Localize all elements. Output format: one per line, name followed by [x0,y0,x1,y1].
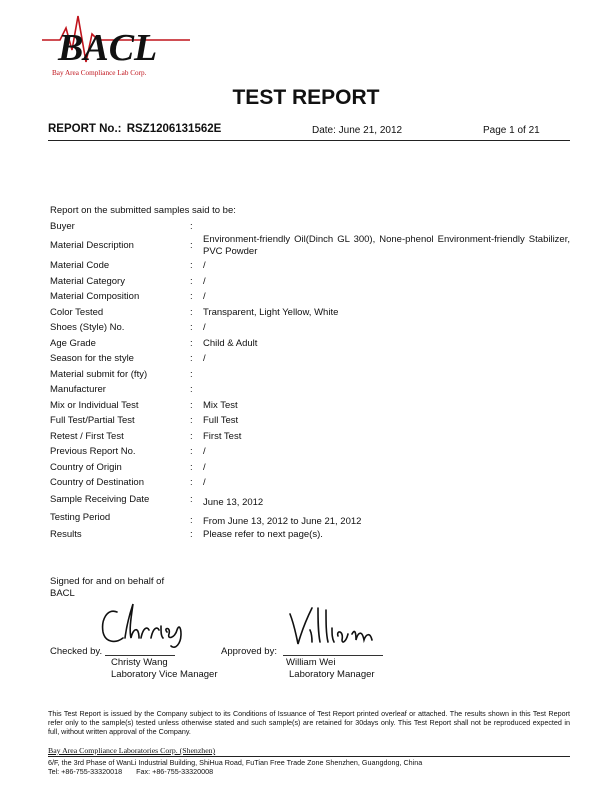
field-label: Manufacturer [50,384,106,395]
approved-signature [280,600,380,650]
field-colon: : [190,515,193,526]
field-colon: : [190,353,193,364]
field-colon: : [190,307,193,318]
field-value: / [203,276,206,287]
field-label: Shoes (Style) No. [50,322,125,333]
field-colon: : [190,415,193,426]
field-label: Material submit for (fty) [50,369,148,380]
field-colon: : [190,384,193,395]
field-colon: : [190,260,193,271]
field-label: Color Tested [50,307,104,318]
field-label: Sample Receiving Date [50,494,150,505]
field-value: / [203,446,206,457]
field-label: Retest / First Test [50,431,124,442]
field-value: Environment-friendly Oil(Dinch GL 300), None-phenol Environment-friendly Stabilizer, PVC Powder [203,234,570,257]
page-number: Page 1 of 21 [483,125,540,136]
field-value: / [203,462,206,473]
report-number [48,123,221,135]
field-colon: : [190,338,193,349]
signed-line-2: BACL [50,587,75,599]
field-label: Full Test/Partial Test [50,415,135,426]
field-value: Mix Test [203,400,238,411]
checked-name: Christy Wang [111,657,168,668]
field-colon: : [190,240,193,251]
field-value: Transparent, Light Yellow, White [203,307,339,318]
field-value: June 13, 2012 [203,497,264,508]
approved-role: Laboratory Manager [289,668,375,680]
footer-address-block [48,758,422,776]
logo-subtitle: Bay Area Compliance Lab Corp. [52,69,147,77]
report-number-label: REPORT No.: [48,123,122,135]
field-colon: : [190,369,193,380]
approved-name: William Wei [286,657,336,668]
field-label: Material Category [50,276,125,287]
approved-by-label: Approved by: [221,646,277,657]
field-value: / [203,322,206,333]
bacl-logo [40,10,190,78]
field-colon: : [190,529,193,540]
field-value: / [203,260,206,271]
field-colon: : [190,446,193,457]
signed-on-behalf [50,576,164,599]
footer-divider [48,756,570,757]
field-label: Previous Report No. [50,446,136,457]
field-label: Testing Period [50,512,111,523]
field-colon: : [190,462,193,473]
header-divider [48,140,570,141]
field-colon: : [190,431,193,442]
field-colon: : [190,291,193,302]
field-colon: : [190,276,193,287]
field-value: Child & Adult [203,338,258,349]
field-colon: : [190,400,193,411]
field-value: Full Test [203,415,239,426]
field-value: From June 13, 2012 to June 21, 2012 [203,516,362,527]
field-label: Buyer [50,221,75,232]
report-date: Date: June 21, 2012 [312,125,403,136]
field-label: Material Description [50,240,134,251]
field-value: Please refer to next page(s). [203,529,323,540]
report-number-value: RSZ1206131562E [126,123,222,135]
field-colon: : [190,322,193,333]
field-label: Country of Origin [50,462,122,473]
field-label: Season for the style [50,353,134,364]
footer-disclaimer: This Test Report is issued by the Company subject to its Conditions of Issuance of Test Report printed overleaf or attached. The results shown in this Test Report refer only to the sample(s) tested unless otherwise stated and such sample(s) are retained for 30days only. This Test Report shall not be reproduced expected in full, without written approval of the Company. [48,709,570,736]
checked-signature [95,598,195,650]
footer-company: Bay Area Compliance Laboratories Corp. (Shenzhen) [48,746,216,755]
field-value: / [203,477,206,488]
field-label: Material Composition [50,291,140,302]
field-value: First Test [203,431,242,442]
field-colon: : [190,494,193,505]
footer-contact [48,767,422,776]
footer-fax: Fax: +86-755-33320008 [136,767,214,776]
field-value: / [203,291,206,302]
signed-line-1: Signed for and on behalf of [50,576,165,587]
field-colon: : [190,477,193,488]
checked-by-label: Checked by. [50,646,103,657]
logo-text: BACL [58,27,158,69]
footer-tel: Tel: +86-755-33320018 [48,767,123,776]
page-title: TEST REPORT [232,86,380,109]
intro-text: Report on the submitted samples said to be: [50,205,236,216]
checked-person [111,657,218,680]
field-label: Results [50,529,82,540]
field-value: / [203,353,206,364]
field-label: Country of Destination [50,477,144,488]
field-colon: : [190,221,193,232]
checked-role: Laboratory Vice Manager [111,668,218,680]
checked-signature-line [105,655,175,656]
field-label: Mix or Individual Test [50,400,139,411]
footer-address: 6/F, the 3rd Phase of WanLi Industrial Building, ShiHua Road, FuTian Free Trade Zone Shenzhen, Guangdong, China [48,758,423,767]
field-label: Age Grade [50,338,96,349]
field-label: Material Code [50,260,110,271]
approved-person [286,657,375,680]
approved-signature-line [283,655,383,656]
